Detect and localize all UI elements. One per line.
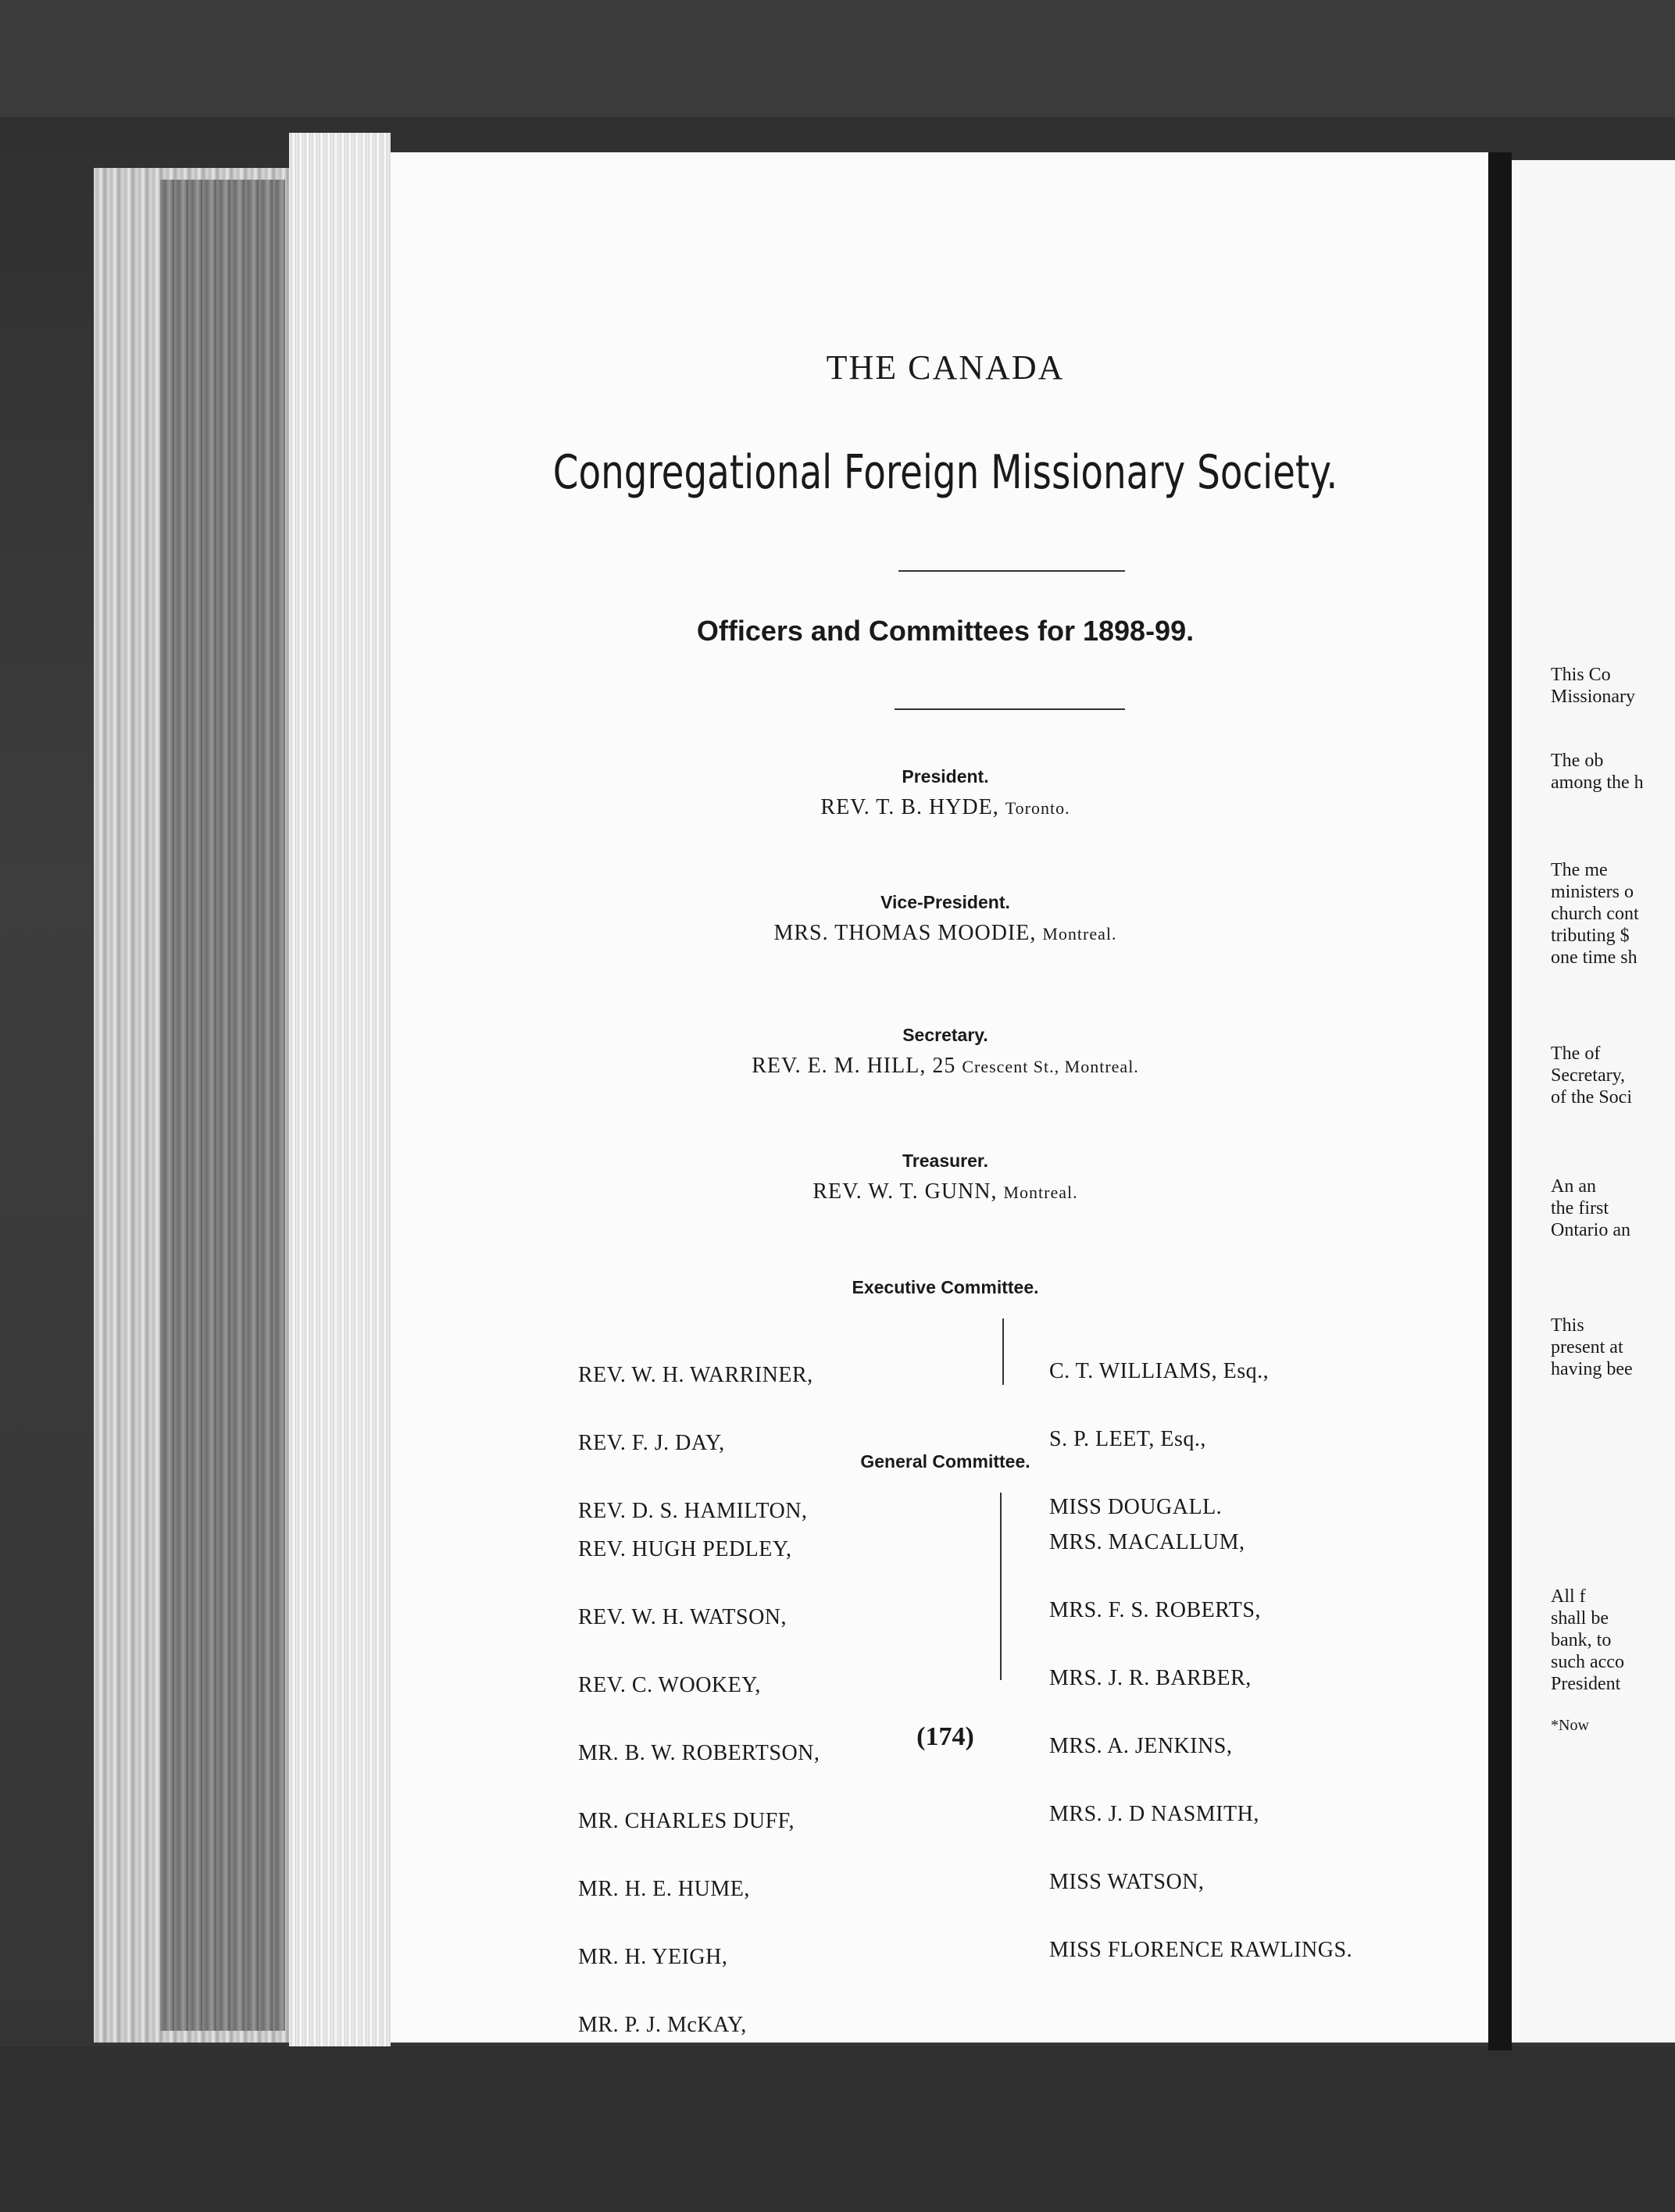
page-subtitle: Officers and Committees for 1898-99.	[696, 615, 1195, 647]
facing-footnote: *Now	[1551, 1717, 1589, 1734]
committee-member: REV. F. J. DAY,	[578, 1431, 725, 1455]
committee-member: MISS DOUGALL.	[1049, 1495, 1223, 1519]
facing-paragraph: The of Secretary, of the Soci	[1551, 1044, 1632, 1108]
facing-paragraph: An an the first Ontario an	[1551, 1176, 1630, 1240]
committee-member: MRS. F. S. ROBERTS,	[1049, 1598, 1261, 1622]
officer-role-label: Secretary.	[902, 1025, 988, 1045]
document-page	[391, 152, 1500, 2043]
facing-paragraph: The me ministers o church cont tributing $ one time sh	[1551, 860, 1639, 968]
facing-paragraph: All f shall be bank, to such acco President	[1551, 1586, 1624, 1694]
scanner-top-border	[0, 0, 1675, 117]
page-number: (174)	[916, 1722, 974, 1751]
divider-rule	[898, 570, 1125, 572]
officer-name: REV. E. M. HILL, 25 Crescent St., Montreal.	[752, 1054, 1139, 1078]
facing-paragraph: This present at having bee	[1551, 1315, 1633, 1379]
officer-name: REV. T. B. HYDE, Toronto.	[820, 795, 1070, 819]
facing-paragraph: The ob among the h	[1551, 751, 1644, 793]
committee-member: MRS. MACALLUM,	[1049, 1530, 1245, 1554]
committee-member: MISS FLORENCE RAWLINGS.	[1049, 1938, 1353, 1962]
committee-member: REV. HUGH PEDLEY,	[578, 1537, 792, 1561]
officer-role-label: President.	[902, 766, 989, 787]
column-divider	[1002, 1318, 1004, 1385]
committee-member: MISS WATSON,	[1049, 1870, 1205, 1894]
section-label-general: General Committee.	[860, 1451, 1030, 1472]
committee-member: C. T. WILLIAMS, Esq.,	[1049, 1359, 1270, 1383]
committee-member: MR. H. YEIGH,	[578, 1945, 728, 1969]
officer-role-label: Vice-President.	[880, 892, 1010, 912]
officer-role-label: Treasurer.	[902, 1151, 988, 1171]
heading-line: THE CANADA	[826, 348, 1065, 387]
facing-page-fragment	[1512, 160, 1675, 2043]
book-gutter	[1488, 152, 1512, 2050]
committee-member: MR. CHARLES DUFF,	[578, 1809, 795, 1833]
officer-name: MRS. THOMAS MOODIE, Montreal.	[773, 921, 1117, 945]
committee-member: MRS. J. D NASMITH,	[1049, 1802, 1259, 1826]
facing-paragraph: This Co Missionary	[1551, 665, 1635, 707]
committee-member: REV. D. S. HAMILTON,	[578, 1499, 808, 1523]
committee-member: MR. B. W. ROBERTSON,	[578, 1741, 820, 1765]
column-divider	[1000, 1493, 1002, 1680]
committee-member: MR. P. J. McKAY,	[578, 2013, 747, 2037]
divider-rule	[895, 708, 1125, 710]
book-leaf-stack	[289, 133, 391, 2046]
scanner-bottom-border	[0, 2046, 1675, 2212]
committee-member: REV. W. H. WATSON,	[578, 1605, 788, 1629]
officer-name: REV. W. T. GUNN, Montreal.	[812, 1179, 1078, 1204]
book-spine-shadow	[160, 180, 285, 2031]
page-title: Congregational Foreign Missionary Society.	[552, 445, 1338, 500]
section-label-executive: Executive Committee.	[852, 1277, 1039, 1297]
general-left-column	[578, 1493, 820, 2082]
committee-member: MR. H. E. HUME,	[578, 1877, 750, 1901]
committee-member: MRS. A. JENKINS,	[1049, 1734, 1233, 1758]
committee-member: MRS. J. R. BARBER,	[1049, 1666, 1252, 1690]
committee-member: REV. W. H. WARRINER,	[578, 1363, 813, 1387]
committee-member: S. P. LEET, Esq.,	[1049, 1427, 1206, 1451]
committee-member: REV. C. WOOKEY,	[578, 1673, 761, 1697]
